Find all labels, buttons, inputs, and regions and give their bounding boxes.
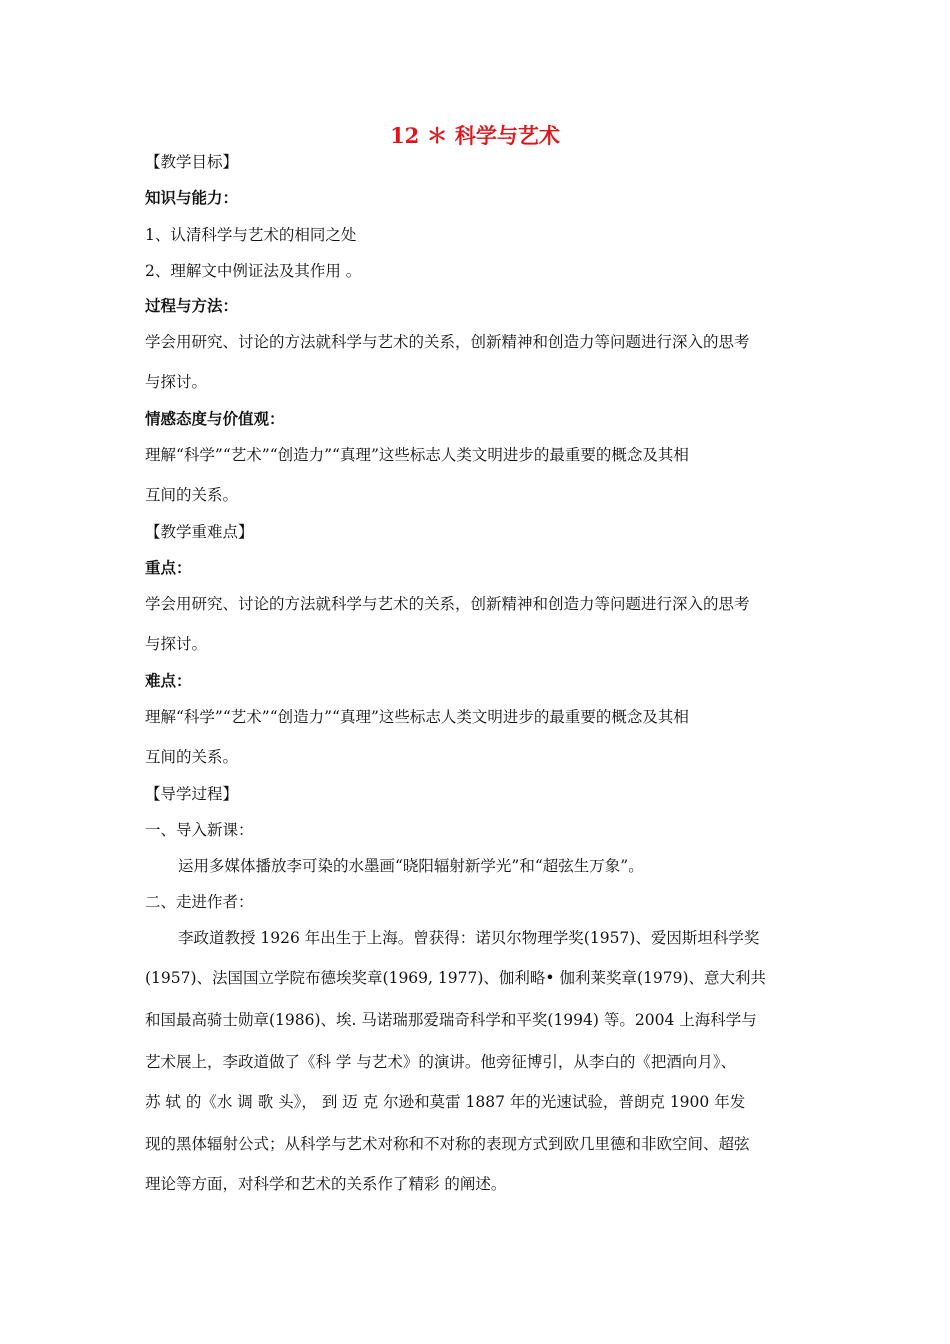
key-point-heading: 重点： [145, 559, 192, 577]
author-paragraph-line: (1957)、法国国立学院布德埃奖章(1969, 1977)、伽利略• 伽利莱奖章(1979)、意大利共 [145, 969, 766, 987]
page-title: 12 ＊ 科学与艺术 [390, 123, 560, 148]
difficult-point-heading: 难点： [145, 672, 192, 690]
key-point-line-2: 与探讨。 [145, 635, 208, 653]
key-point-line-1: 学会用研究、讨论的方法就科学与艺术的关系，创新精神和创造力等问题进行深入的思考 [145, 595, 750, 613]
author-paragraph-line: 苏 轼 的《水 调 歌 头》， 到 迈 克 尔逊和莫雷 1887 年的光速试验，普朗克 1900 年发 [145, 1093, 746, 1111]
step-1-heading: 一、导入新课： [145, 821, 254, 839]
emotion-values-line-1: 理解“科学”“艺术”“创造力”“真理”这些标志人类文明进步的最重要的概念及其相 [145, 446, 689, 464]
author-paragraph-line: 现的黑体辐射公式；从科学与艺术对称和不对称的表现方式到欧几里德和非欧空间、超弦 [145, 1135, 750, 1153]
step-1-text: 运用多媒体播放李可染的水墨画“晓阳辐射新学光”和“超弦生万象”。 [178, 857, 644, 875]
section-key-difficult-points: 【教学重难点】 [145, 523, 254, 541]
author-paragraph-line: 和国最高骑士勋章(1986)、埃. 马诺瑞那爱瑞奇科学和平奖(1994) 等。2004 上海科学与 [145, 1011, 757, 1029]
knowledge-item-1: 1、认清科学与艺术的相同之处 [145, 226, 357, 244]
process-method-line-2: 与探讨。 [145, 373, 208, 391]
author-paragraph-line: 理论等方面，对科学和艺术的关系作了精彩 的阐述。 [145, 1175, 507, 1193]
section-teaching-objectives: 【教学目标】 [145, 153, 239, 171]
emotion-values-line-2: 互间的关系。 [145, 486, 239, 504]
author-paragraph-line: 李政道教授 1926 年出生于上海。曾获得：诺贝尔物理学奖(1957)、爱因斯坦科学奖 [178, 929, 760, 947]
emotion-values-heading: 情感态度与价值观： [145, 410, 285, 428]
step-2-heading: 二、走进作者： [145, 893, 254, 911]
section-guided-learning: 【导学过程】 [145, 785, 239, 803]
process-method-line-1: 学会用研究、讨论的方法就科学与艺术的关系，创新精神和创造力等问题进行深入的思考 [145, 333, 750, 351]
knowledge-item-2: 2、理解文中例证法及其作用 。 [145, 262, 362, 280]
process-method-heading: 过程与方法： [145, 297, 239, 315]
knowledge-ability-heading: 知识与能力： [145, 189, 239, 207]
difficult-point-line-2: 互间的关系。 [145, 748, 239, 766]
author-paragraph-line: 艺术展上，李政道做了《科 学 与艺术》的演讲。他旁征博引，从李白的《把酒向月》、 [145, 1053, 737, 1071]
difficult-point-line-1: 理解“科学”“艺术”“创造力”“真理”这些标志人类文明进步的最重要的概念及其相 [145, 708, 689, 726]
